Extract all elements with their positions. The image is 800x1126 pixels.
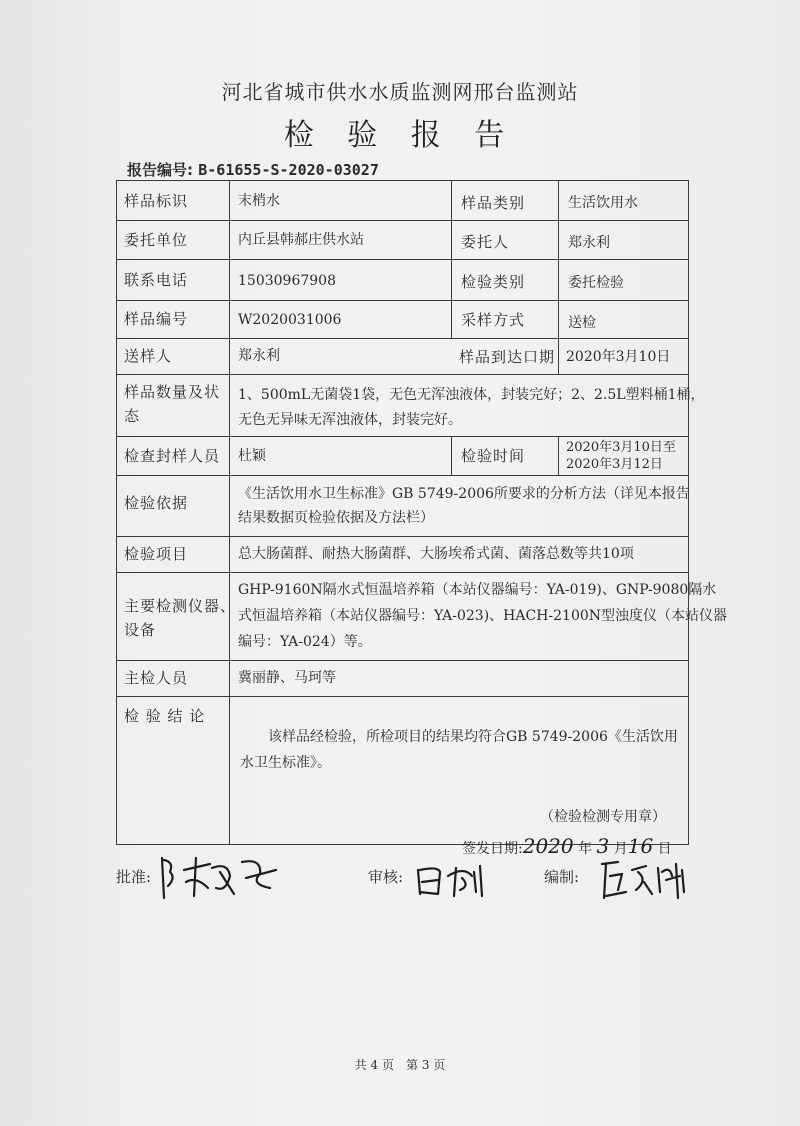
row-divider [116, 660, 689, 661]
conclusion-text: 该样品经检验，所检项目的结果均符合GB 5749-2006《生活饮用水卫生标准》。 [240, 729, 678, 771]
phone-value: 15030967908 [238, 273, 336, 289]
instruments-line: 编号：YA-024）等。 [238, 634, 372, 650]
row-divider [116, 436, 689, 437]
document-title: 检 验 报 告 [283, 118, 517, 153]
issue-month: 3 [596, 834, 610, 858]
instruments-line: GHP-9160N隔水式恒温培养箱（本站仪器编号：YA-019)、GNP-9080隔水 [238, 582, 717, 598]
sampling-method-value: 送检 [568, 315, 596, 331]
quantity-status-label-cont: 态 [124, 407, 141, 425]
report-number-value: B-61655-S-2020-03027 [198, 161, 379, 179]
client-value: 内丘县韩郝庄供水站 [238, 232, 364, 248]
issue-day-unit: 日 [657, 841, 672, 857]
inspector-label: 主检人员 [124, 669, 189, 687]
test-items-label: 检验项目 [124, 545, 189, 563]
test-time-label: 检验时间 [461, 447, 526, 465]
sample-id-value: 末梢水 [238, 193, 280, 209]
issue-day: 16 [627, 834, 654, 858]
row-divider [116, 220, 689, 221]
test-items-value: 总大肠菌群、耐热大肠菌群、大肠埃希式菌、菌落总数等共10项 [238, 546, 634, 562]
basis-line: 结果数据页检验依据及方法栏） [238, 510, 434, 526]
sample-no-label: 样品编号 [124, 310, 189, 328]
reviewer-signature [412, 856, 502, 906]
column-divider [451, 436, 452, 475]
basis-line: 《生活饮用水卫生标准》GB 5749-2006所要求的分析方法（详见本报告 [238, 486, 690, 502]
compiler-signature [596, 852, 696, 912]
sender-label: 送样人 [124, 347, 173, 365]
sealer-value: 杜颖 [238, 448, 266, 464]
column-divider [451, 180, 452, 338]
test-type-label: 检验类别 [461, 273, 526, 291]
test-type-value: 委托检验 [568, 275, 624, 291]
arrival-date-label: 样品到达口期 [459, 348, 556, 366]
quantity-status-line: 无色无异味无浑浊液体，封装完好。 [238, 412, 462, 428]
sender-value: 郑永利 [238, 348, 280, 364]
instruments-label: 主要检测仪器、 [124, 597, 237, 615]
issue-date-label: 签发日期: [462, 841, 523, 857]
quantity-status-line: 1、500mL无菌袋1袋，无色无浑浊液体，封装完好；2、2.5L塑料桶1桶， [238, 387, 705, 403]
official-stamp-text: （检验检测专用章） [540, 809, 666, 825]
test-time-start: 2020年3月10日至 [566, 440, 676, 455]
row-divider [116, 696, 689, 697]
issue-month-unit: 月 [613, 841, 628, 857]
column-divider [229, 180, 230, 845]
sample-type-label: 样品类别 [461, 194, 526, 212]
sealer-label: 检查封样人员 [124, 447, 221, 465]
approver-signature [150, 848, 290, 908]
instruments-line: 式恒温培养箱（本站仪器编号：YA-023)、HACH-2100N型浊度仪（本站仪器 [238, 608, 728, 624]
row-divider [116, 300, 689, 301]
row-divider [116, 536, 689, 537]
organization-title: 河北省城市供水水质监测网邢台监测站 [221, 80, 579, 104]
sample-id-label: 样品标识 [124, 192, 189, 210]
arrival-date-value: 2020年3月10日 [566, 349, 671, 365]
consignor-value: 郑永利 [568, 235, 610, 251]
sampling-method-label: 采样方式 [461, 311, 526, 329]
row-divider [116, 475, 689, 476]
compile-label: 编制: [544, 868, 580, 886]
column-divider [558, 436, 559, 475]
report-number [127, 159, 379, 180]
quantity-status-label: 样品数量及状 [124, 383, 221, 401]
test-time-end: 2020年3月12日 [566, 457, 663, 472]
sample-no-value: W2020031006 [238, 312, 342, 328]
approve-label: 批准: [116, 868, 152, 886]
row-divider [116, 374, 689, 375]
page-footer: 共 4 页 第 3 页 [354, 1058, 446, 1072]
client-label: 委托单位 [124, 231, 189, 249]
row-divider [116, 338, 689, 339]
row-divider [116, 259, 689, 260]
consignor-label: 委托人 [461, 233, 510, 251]
report-number-label: 报告编号: [127, 161, 193, 179]
review-label: 审核: [368, 868, 404, 886]
phone-label: 联系电话 [124, 271, 189, 289]
conclusion-label: 检 验 结 论 [124, 707, 206, 725]
basis-label: 检验依据 [124, 494, 189, 512]
issue-year-unit: 年 [578, 841, 593, 857]
instruments-label-cont: 设备 [124, 621, 157, 639]
issue-year: 2020 [522, 834, 574, 858]
row-divider [116, 572, 689, 573]
column-divider [558, 180, 559, 374]
sample-type-value: 生活饮用水 [568, 195, 638, 211]
inspector-value: 冀丽静、马珂等 [238, 670, 336, 686]
